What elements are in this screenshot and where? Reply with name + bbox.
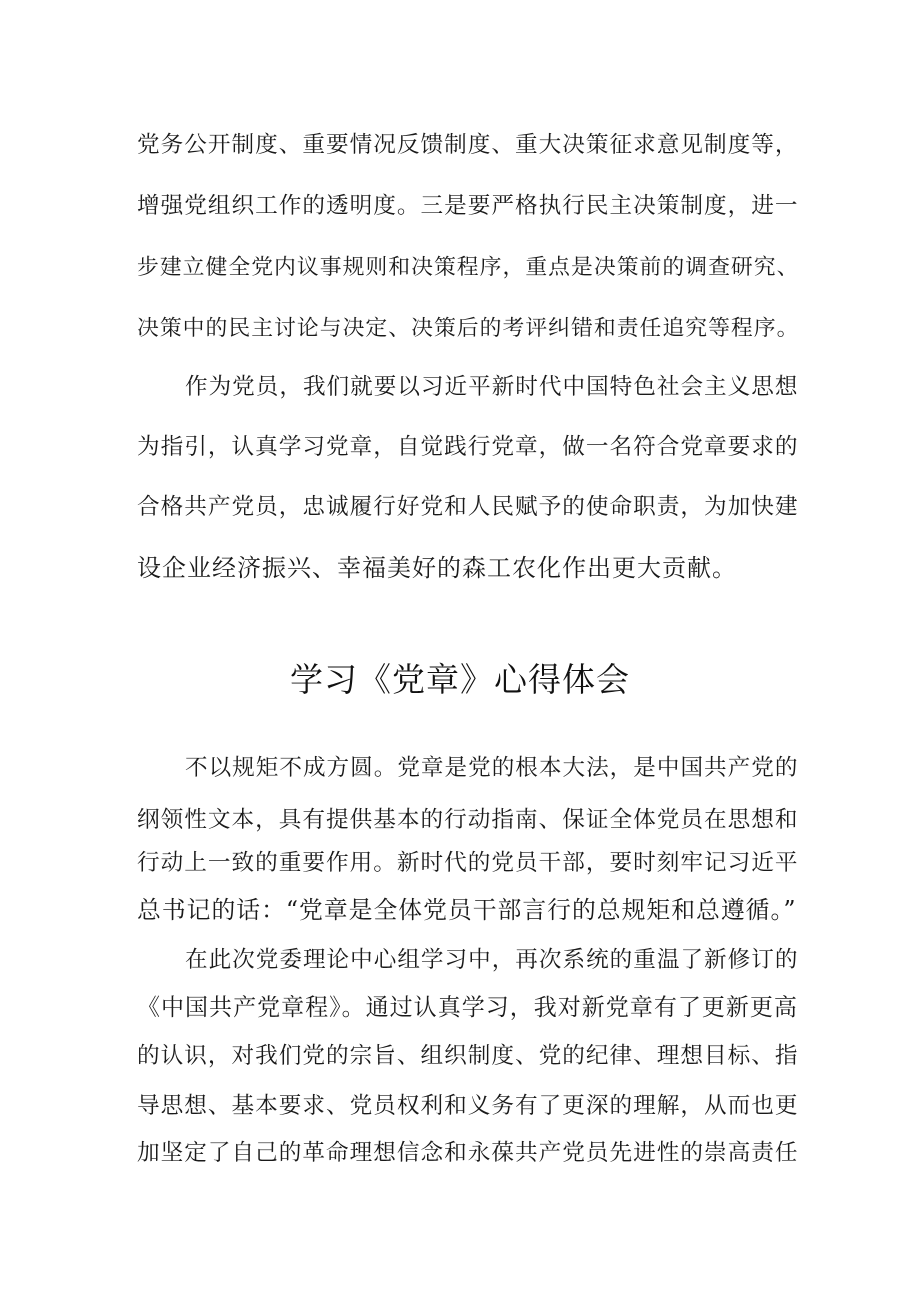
- text-line: 导思想、基本要求、党员权利和义务有了更深的理解，从而也更: [137, 1093, 799, 1119]
- text-line: 加坚定了自己的革命理想信念和永葆共产党员先进性的崇高责任: [137, 1140, 799, 1166]
- text-line: 合格共产党员，忠诚履行好党和人民赋予的使命职责，为加快建: [137, 494, 799, 520]
- text-line: 行动上一致的重要作用。新时代的党员干部，要时刻牢记习近平: [137, 850, 799, 876]
- text-line: 决策中的民主讨论与决定、决策后的考评纠错和责任追究等程序。: [137, 316, 800, 341]
- text-line: 纲领性文本，具有提供基本的行动指南、保证全体党员在思想和: [137, 807, 799, 833]
- text-line: 作为党员，我们就要以习近平新时代中国特色社会主义思想: [185, 374, 799, 400]
- text-line: 为指引，认真学习党章，自觉践行党章，做一名符合党章要求的: [137, 434, 799, 460]
- text-line: 在此次党委理论中心组学习中，再次系统的重温了新修订的: [185, 947, 799, 973]
- text-line: 的认识，对我们党的宗旨、组织制度、党的纪律、理想目标、指: [137, 1043, 799, 1069]
- text-line: 总书记的话：“党章是全体党员干部言行的总规矩和总遵循。”: [137, 896, 797, 924]
- text-line: 设企业经济振兴、幸福美好的森工农化作出更大贡献。: [137, 554, 737, 582]
- text-line: 步建立健全党内议事规则和决策程序，重点是决策前的调查研究、: [137, 255, 800, 280]
- text-line: 不以规矩不成方圆。党章是党的根本大法，是中国共产党的: [185, 755, 799, 781]
- text-line: 《中国共产党章程》。通过认真学习，我对新党章有了更新更高: [137, 995, 798, 1021]
- document-title: 学习《党章》心得体会: [290, 660, 630, 699]
- text-line: 增强党组织工作的透明度。三是要严格执行民主决策制度，进一: [137, 193, 799, 219]
- text-line: 党务公开制度、重要情况反馈制度、重大决策征求意见制度等，: [137, 132, 799, 158]
